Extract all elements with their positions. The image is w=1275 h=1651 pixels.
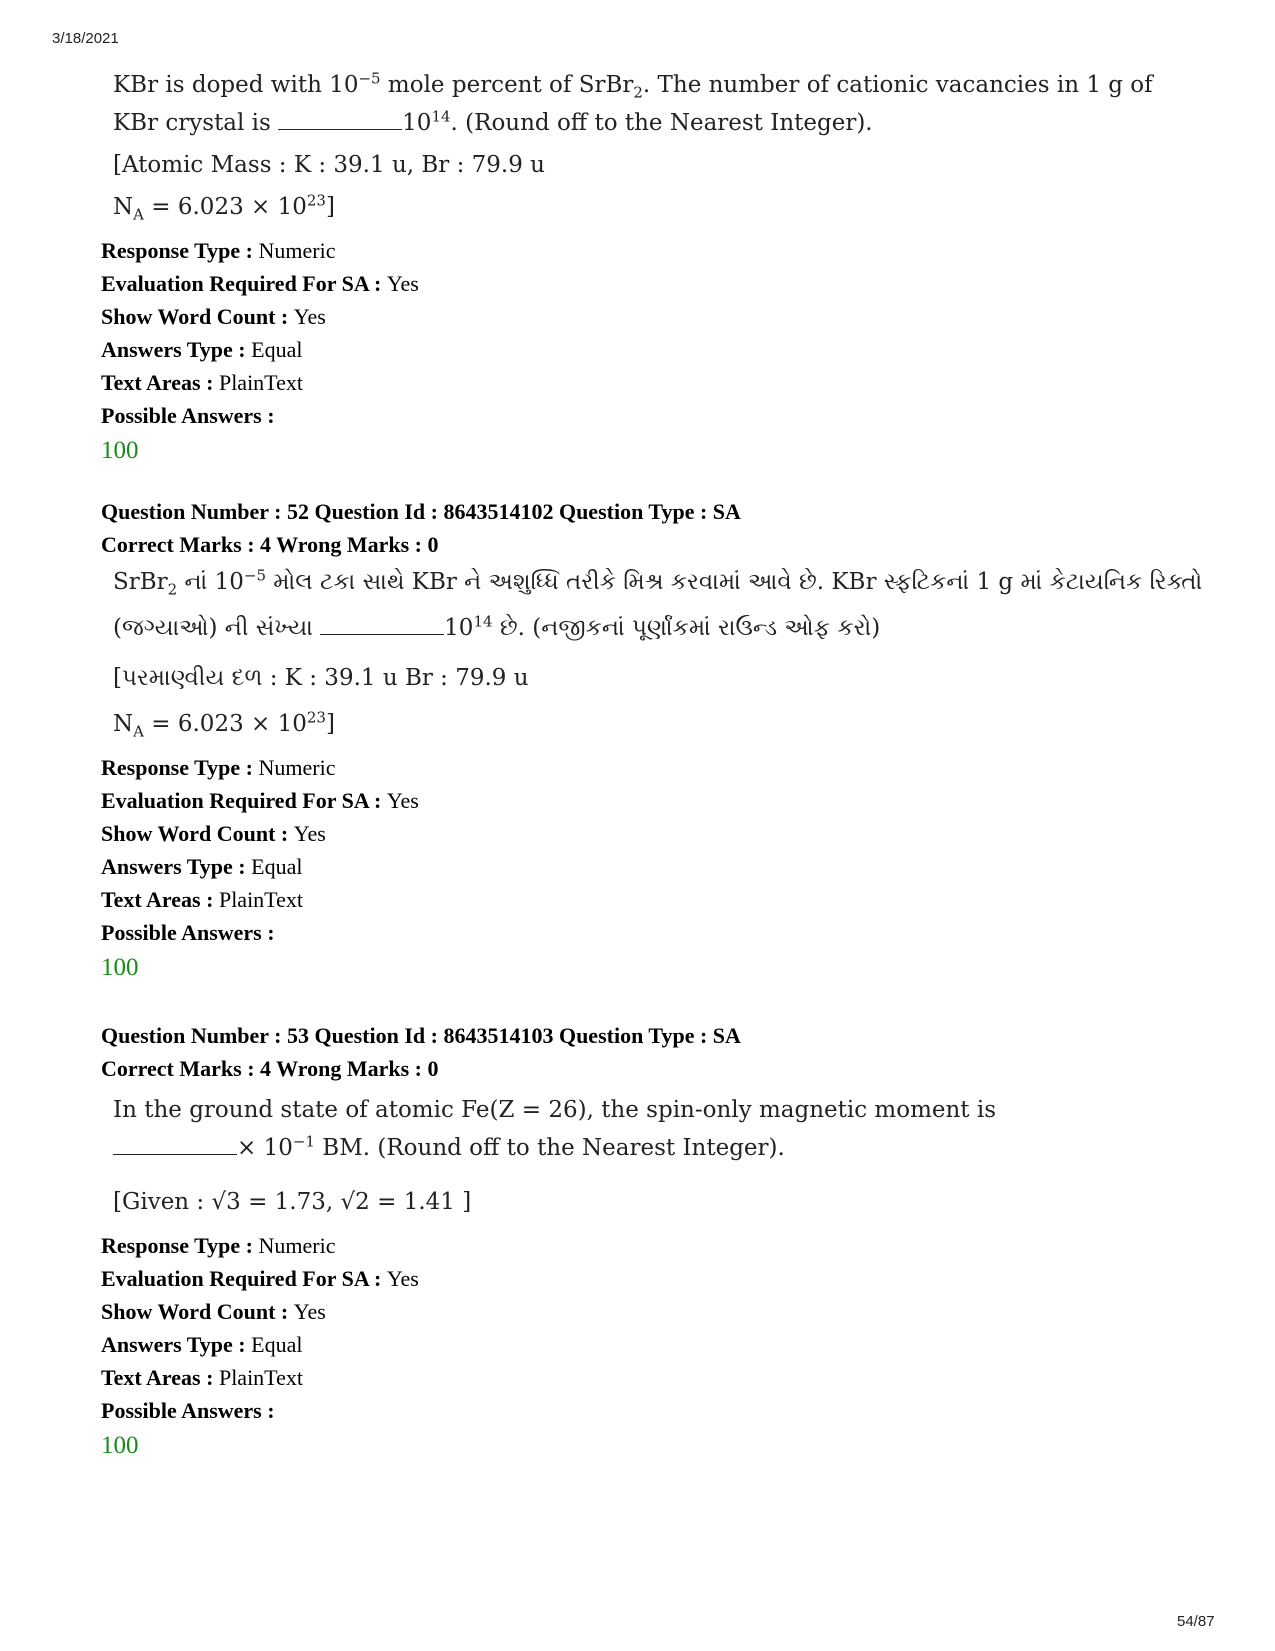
- question-52: [101, 495, 1221, 985]
- possible-answer: 100: [101, 954, 139, 981]
- meta-value: Equal: [251, 1332, 303, 1357]
- question-line: (જગ્યાઓ) ની સંખ્યા $10^{14}$ છે. (નજીકનાં પૂર્ણાંકમાં રાઉન્ડ ઓફ કરો): [113, 612, 881, 641]
- meta-value: Numeric: [258, 755, 336, 780]
- page-date: 3/18/2021: [52, 30, 119, 47]
- meta-row: [101, 817, 1221, 850]
- meta-value: Numeric: [258, 238, 336, 263]
- meta-row: [101, 267, 1221, 300]
- meta-label: Evaluation Required For SA :: [101, 788, 387, 813]
- meta-label: Answers Type :: [101, 854, 252, 879]
- meta-row: [101, 1229, 1221, 1262]
- question-53: [101, 1019, 1221, 1463]
- meta-label: Possible Answers :: [101, 1398, 275, 1423]
- question-51-meta: [101, 234, 1221, 432]
- meta-value: Numeric: [258, 1233, 336, 1258]
- question-line: [Atomic Mass : K : 39.1 u, Br : 79.9 u: [113, 152, 545, 178]
- meta-row: [101, 1394, 1221, 1427]
- meta-row: [101, 1262, 1221, 1295]
- meta-value: Yes: [386, 1266, 419, 1291]
- possible-answer: 100: [101, 437, 139, 464]
- question-52-meta: [101, 751, 1221, 949]
- meta-value: Yes: [293, 821, 326, 846]
- meta-value: Equal: [251, 854, 303, 879]
- meta-label: Text Areas :: [101, 370, 219, 395]
- question-53-text: [101, 1091, 1221, 1221]
- meta-row: [101, 366, 1221, 399]
- meta-row: [101, 399, 1221, 432]
- possible-answer: 100: [101, 1432, 139, 1459]
- meta-row: [101, 784, 1221, 817]
- question-53-meta: [101, 1229, 1221, 1427]
- question-line: SrBr$_2$ નાં $10^{-5}$ મોલ ટકા સાથે KBr ને અશુધ્ધિ તરીકે મિશ્ર કરવામાં આવે છે. KBr સ્ફટિકનાં 1 g માં કેટાયનિક રિક્તો: [113, 566, 1203, 599]
- question-line: KBr crystal is $10^{14}$. (Round off to the Nearest Integer).: [113, 107, 873, 136]
- meta-label: Response Type :: [101, 755, 259, 780]
- meta-value: Yes: [293, 1299, 326, 1324]
- meta-row: [101, 850, 1221, 883]
- question-line: In the ground state of atomic Fe(Z = 26), the spin-only magnetic moment is: [113, 1097, 997, 1123]
- question-51: [101, 66, 1221, 468]
- meta-label: Response Type :: [101, 238, 259, 263]
- question-line: $N_A = 6.023 \times 10^{23}$]: [113, 191, 335, 224]
- meta-row: [101, 234, 1221, 267]
- meta-label: Text Areas :: [101, 887, 219, 912]
- meta-label: Answers Type :: [101, 1332, 252, 1357]
- question-header: Question Number : 53 Question Id : 8643514103 Question Type : SA: [101, 1023, 741, 1048]
- marks-header: Correct Marks : 4 Wrong Marks : 0: [101, 1056, 439, 1081]
- meta-value: Yes: [293, 304, 326, 329]
- meta-row: [101, 300, 1221, 333]
- question-line: [પરમાણ્વીય દળ : K : 39.1 u Br : 79.9 u: [113, 665, 529, 691]
- meta-label: Evaluation Required For SA :: [101, 271, 387, 296]
- meta-value: Yes: [386, 788, 419, 813]
- answer-blank: [278, 111, 402, 130]
- meta-label: Answers Type :: [101, 337, 252, 362]
- meta-value: PlainText: [218, 370, 303, 395]
- meta-row: [101, 751, 1221, 784]
- meta-row: [101, 333, 1221, 366]
- meta-label: Text Areas :: [101, 1365, 219, 1390]
- question-line: $N_A = 6.023 \times 10^{23}$]: [113, 708, 335, 741]
- meta-value: Equal: [251, 337, 303, 362]
- answer-blank: [320, 616, 444, 635]
- meta-value: Yes: [386, 271, 419, 296]
- meta-label: Possible Answers :: [101, 403, 275, 428]
- question-52-text: [101, 563, 1221, 743]
- meta-label: Show Word Count :: [101, 304, 294, 329]
- question-line: × $10^{-1}$ BM. (Round off to the Nearest Integer).: [113, 1129, 1221, 1167]
- answer-blank: [113, 1136, 237, 1155]
- meta-row: [101, 916, 1221, 949]
- meta-value: PlainText: [218, 1365, 303, 1390]
- meta-label: Show Word Count :: [101, 1299, 294, 1324]
- meta-label: Possible Answers :: [101, 920, 275, 945]
- meta-label: Evaluation Required For SA :: [101, 1266, 387, 1291]
- question-51-text: [101, 66, 1221, 226]
- question-line: KBr is doped with $10^{-5}$ mole percent of SrBr$_2$. The number of cationic vacancies in 1 g of: [113, 69, 1153, 102]
- meta-row: [101, 1295, 1221, 1328]
- meta-row: [101, 1328, 1221, 1361]
- question-line: [Given : √3 = 1.73, √2 = 1.41 ]: [113, 1189, 472, 1215]
- meta-label: Response Type :: [101, 1233, 259, 1258]
- meta-label: Show Word Count :: [101, 821, 294, 846]
- question-header: Question Number : 52 Question Id : 8643514102 Question Type : SA: [101, 499, 741, 524]
- marks-header: Correct Marks : 4 Wrong Marks : 0: [101, 532, 439, 557]
- meta-row: [101, 1361, 1221, 1394]
- meta-row: [101, 883, 1221, 916]
- meta-value: PlainText: [218, 887, 303, 912]
- page-number: 54/87: [1177, 1613, 1215, 1630]
